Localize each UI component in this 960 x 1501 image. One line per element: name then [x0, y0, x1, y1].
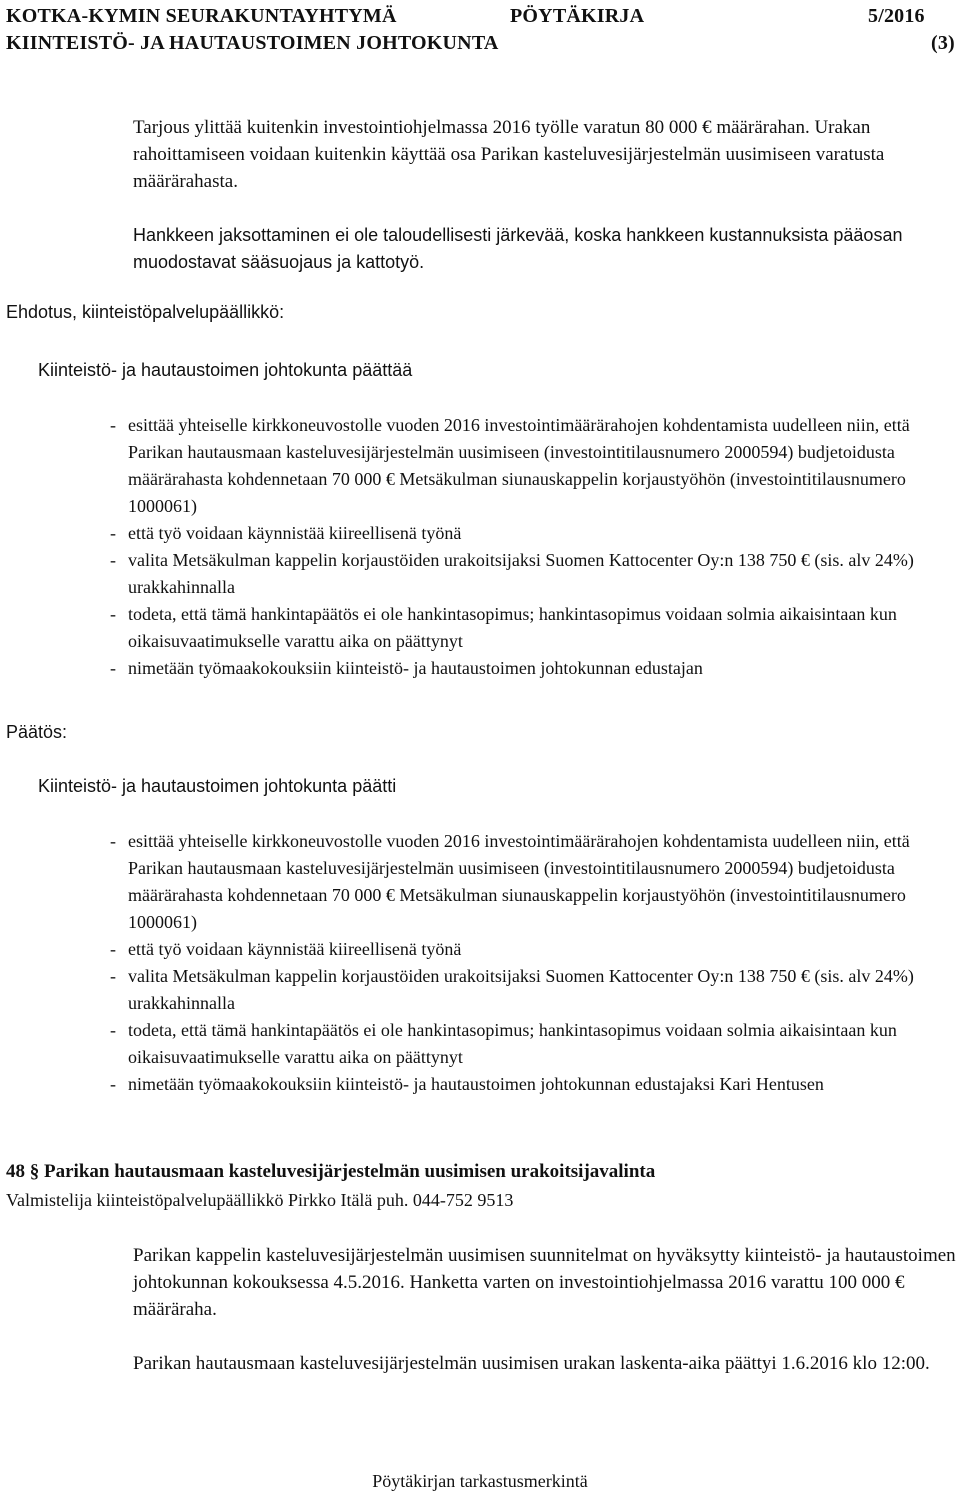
section-paragraph-2: Parikan hautausmaan kasteluvesijärjestelmän uusimisen urakan laskenta-aika päättyi 1.6.2016 klo 12:00. [133, 1353, 930, 1374]
board-name: KIINTEISTÖ- JA HAUTAUSTOIMEN JOHTOKUNTA [6, 32, 499, 54]
page-number: (3) [931, 32, 955, 54]
organization-name: KOTKA-KYMIN SEURAKUNTAYHTYMÄ [6, 5, 397, 27]
decision-lead: Kiinteistö- ja hautaustoimen johtokunta päätti [38, 776, 397, 796]
list-item: - esittää yhteiselle kirkkoneuvostolle vuoden 2016 investointimäärärahojen kohdentamista uudelleen niin, että Parikan hautausmaan kasteluvesijärjestelmän uusimiseen (investointitilausnumero 2000594) budjetoidusta määrärahasta kohdennetaan 70 000 € Metsäkulman siunauskappelin korjaustyöhön (investointitilausnumero 1000061) [110, 415, 910, 516]
document-number: 5/2016 [868, 5, 925, 27]
list-item: - nimetään työmaakokouksiin kiinteistö- ja hautaustoimen johtokunnan edustajan [110, 658, 703, 678]
document-type: PÖYTÄKIRJA [510, 5, 645, 27]
list-item: - että työ voidaan käynnistää kiireellisenä työnä [110, 523, 462, 543]
page-footer: Pöytäkirjan tarkastusmerkintä [372, 1471, 588, 1491]
list-item: - valita Metsäkulman kappelin korjaustöiden urakoitsijaksi Suomen Kattocenter Oy:n 138 750 € (sis. alv 24%) urakkahinnalla [110, 550, 914, 597]
decision-label: Päätös: [6, 722, 68, 742]
proposal-label: Ehdotus, kiinteistöpalvelupäällikkö: [6, 302, 285, 322]
proposal-list [110, 412, 950, 682]
decision-list [110, 828, 950, 1098]
list-item: - todeta, että tämä hankintapäätös ei ole hankintasopimus; hankintasopimus voidaan solmia aikaisintaan kun oikaisuvaatimukselle varattu aika on päättynyt [110, 604, 897, 651]
intro-paragraph-1: Tarjous ylittää kuitenkin investointiohjelmassa 2016 työlle varatun 80 000 € määrärahan. Urakan rahoittamiseen voidaan kuitenkin käyttää osa Parikan kasteluvesijärjestelmän uusimiseen varatusta määrärahasta. [133, 117, 885, 192]
list-item: - että työ voidaan käynnistää kiireellisenä työnä [110, 939, 462, 959]
list-item: - esittää yhteiselle kirkkoneuvostolle vuoden 2016 investointimäärärahojen kohdentamista uudelleen niin, että Parikan hautausmaan kasteluvesijärjestelmän uusimiseen (investointitilausnumero 2000594) budjetoidusta määrärahasta kohdennetaan 70 000 € Metsäkulman siunauskappelin korjaustyöhön (investointitilausnumero 1000061) [110, 831, 910, 932]
intro-paragraph-2: Hankkeen jaksottaminen ei ole taloudellisesti järkevää, koska hankkeen kustannuksista pääosan muodostavat sääsuojaus ja kattotyö. [133, 225, 903, 272]
section-heading: 48 § Parikan hautausmaan kasteluvesijärjestelmän uusimisen urakoitsijavalinta [6, 1161, 656, 1182]
proposal-lead: Kiinteistö- ja hautaustoimen johtokunta päättää [38, 360, 413, 380]
list-item: - valita Metsäkulman kappelin korjaustöiden urakoitsijaksi Suomen Kattocenter Oy:n 138 750 € (sis. alv 24%) urakkahinnalla [110, 966, 914, 1013]
section-paragraph-1: Parikan kappelin kasteluvesijärjestelmän uusimisen suunnitelmat on hyväksytty kiinteistö- ja hautaustoimen johtokunnan kokouksessa 4.5.2016. Hanketta varten on investointiohjelmassa 2016 varattu 100 000 € määräraha. [133, 1245, 956, 1320]
preparer-line: Valmistelija kiinteistöpalvelupäällikkö Pirkko Itälä puh. 044-752 9513 [6, 1190, 514, 1210]
list-item: - nimetään työmaakokouksiin kiinteistö- ja hautaustoimen johtokunnan edustajaksi Kari Hentusen [110, 1074, 824, 1094]
list-item: - todeta, että tämä hankintapäätös ei ole hankintasopimus; hankintasopimus voidaan solmia aikaisintaan kun oikaisuvaatimukselle varattu aika on päättynyt [110, 1020, 897, 1067]
